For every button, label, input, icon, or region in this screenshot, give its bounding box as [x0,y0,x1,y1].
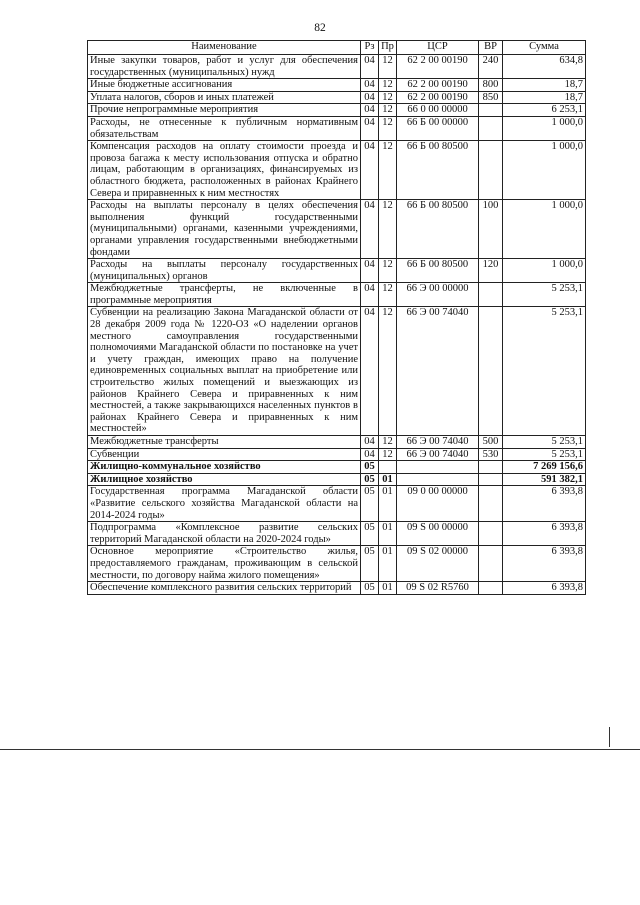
row-name: Компенсация расходов на оплату стоимости проезда и провоза багажа к месту использования отпуска и обратно лицам, работающим в организациях, финансируемых из областного бюджета, расположенных в районах Крайнего Севера и приравненных к ним местностях [88,141,361,200]
row-rz: 04 [361,91,379,104]
row-amount: 5 253,1 [503,307,586,436]
row-name: Межбюджетные трансферты, не включенные в программные мероприятия [88,283,361,307]
row-csr: 66 Э 00 00000 [397,283,479,307]
row-rz: 04 [361,259,379,283]
row-rz: 05 [361,522,379,546]
row-amount: 5 253,1 [503,436,586,449]
row-vr [479,104,503,117]
row-vr: 500 [479,436,503,449]
table-row [88,116,586,140]
row-vr [479,473,503,486]
table-row [88,546,586,582]
row-rz: 04 [361,436,379,449]
row-vr: 850 [479,91,503,104]
table-row [88,448,586,461]
table-row [88,461,586,474]
row-pr: 01 [379,582,397,595]
row-pr: 12 [379,104,397,117]
table-row [88,307,586,436]
row-pr: 12 [379,436,397,449]
row-name: Межбюджетные трансферты [88,436,361,449]
row-vr [479,522,503,546]
row-vr: 800 [479,79,503,92]
row-csr [397,461,479,474]
row-csr: 09 S 02 R5760 [397,582,479,595]
row-vr: 240 [479,55,503,79]
row-amount: 6 393,8 [503,486,586,522]
table-row [88,283,586,307]
row-name: Субвенции на реализацию Закона Магаданской области от 28 декабря 2009 года № 1220-ОЗ «О наделении органов местного самоуправления государственными полномочиями Магаданской области по постановке на учет и учету граждан, имеющих право на получение единовременных социальных выплат на приобретение или строительство жилых помещений и выезжающих из районов Крайнего Севера и приравненных к ним местностей, а также закрывающихся населенных пунктов в районах Крайнего Севера и приравненных к ним местностей» [88,307,361,436]
header-rz: Рз [361,41,379,55]
row-pr: 12 [379,307,397,436]
table-row [88,582,586,595]
row-amount: 5 253,1 [503,448,586,461]
row-csr: 66 Б 00 00000 [397,116,479,140]
row-csr [397,473,479,486]
table-row [88,79,586,92]
row-vr [479,546,503,582]
row-vr: 100 [479,200,503,259]
table-row [88,200,586,259]
row-csr: 66 Э 00 74040 [397,307,479,436]
row-amount: 1 000,0 [503,141,586,200]
footer-divider [0,749,640,750]
table-row [88,91,586,104]
row-amount: 5 253,1 [503,283,586,307]
row-name: Иные бюджетные ассигнования [88,79,361,92]
table-row [88,104,586,117]
row-vr [479,461,503,474]
row-amount: 634,8 [503,55,586,79]
table-row [88,473,586,486]
row-csr: 66 Б 00 80500 [397,259,479,283]
header-pr: Пр [379,41,397,55]
row-vr [479,116,503,140]
table-body [88,55,586,595]
row-rz: 04 [361,55,379,79]
row-amount: 7 269 156,6 [503,461,586,474]
row-rz: 05 [361,473,379,486]
row-vr: 120 [479,259,503,283]
budget-table [87,40,586,595]
row-vr [479,283,503,307]
row-csr: 62 2 00 00190 [397,91,479,104]
row-rz: 04 [361,200,379,259]
row-vr: 530 [479,448,503,461]
row-rz: 05 [361,582,379,595]
table-row [88,486,586,522]
row-amount: 1 000,0 [503,200,586,259]
row-amount: 18,7 [503,91,586,104]
row-name: Государственная программа Магаданской области «Развитие сельского хозяйства Магаданской области на 2014-2024 годы» [88,486,361,522]
row-rz: 05 [361,461,379,474]
row-amount: 6 393,8 [503,522,586,546]
table-row [88,55,586,79]
row-name: Обеспечение комплексного развития сельских территорий [88,582,361,595]
row-vr [479,582,503,595]
row-pr: 01 [379,486,397,522]
row-amount: 591 382,1 [503,473,586,486]
header-vr: ВР [479,41,503,55]
row-rz: 04 [361,104,379,117]
row-pr: 12 [379,448,397,461]
row-rz: 04 [361,116,379,140]
row-pr: 12 [379,79,397,92]
row-name: Расходы на выплаты персоналу в целях обеспечения выполнения функций государственными (муниципальными) органами, казенными учреждениями, органами управления государственными внебюджетными фондами [88,200,361,259]
row-vr [479,307,503,436]
row-csr: 62 2 00 00190 [397,55,479,79]
row-csr: 09 0 00 00000 [397,486,479,522]
row-pr [379,461,397,474]
row-pr: 12 [379,141,397,200]
row-name: Субвенции [88,448,361,461]
row-csr: 66 0 00 00000 [397,104,479,117]
header-csr: ЦСР [397,41,479,55]
row-vr [479,486,503,522]
row-pr: 12 [379,55,397,79]
row-csr: 62 2 00 00190 [397,79,479,92]
row-name: Жилищное хозяйство [88,473,361,486]
table-row [88,522,586,546]
header-amount: Сумма [503,41,586,55]
row-amount: 1 000,0 [503,116,586,140]
table-row [88,436,586,449]
row-name: Расходы на выплаты персоналу государственных (муниципальных) органов [88,259,361,283]
row-name: Уплата налогов, сборов и иных платежей [88,91,361,104]
row-rz: 04 [361,448,379,461]
row-name: Подпрограмма «Комплексное развитие сельских территорий Магаданской области на 2020-2024 годы» [88,522,361,546]
row-name: Расходы, не отнесенные к публичным нормативным обязательствам [88,116,361,140]
row-rz: 04 [361,283,379,307]
row-amount: 1 000,0 [503,259,586,283]
row-rz: 05 [361,486,379,522]
header-name: Наименование [88,41,361,55]
row-name: Прочие непрограммные мероприятия [88,104,361,117]
row-csr: 66 Б 00 80500 [397,200,479,259]
table-row [88,141,586,200]
row-pr: 01 [379,546,397,582]
row-pr: 01 [379,522,397,546]
row-amount: 18,7 [503,79,586,92]
row-name: Жилищно-коммунальное хозяйство [88,461,361,474]
row-csr: 66 Э 00 74040 [397,436,479,449]
row-pr: 01 [379,473,397,486]
row-amount: 6 253,1 [503,104,586,117]
row-csr: 66 Б 00 80500 [397,141,479,200]
row-rz: 04 [361,307,379,436]
row-name: Иные закупки товаров, работ и услуг для обеспечения государственных (муниципальных) нужд [88,55,361,79]
row-amount: 6 393,8 [503,582,586,595]
row-csr: 09 S 00 00000 [397,522,479,546]
row-csr: 66 Э 00 74040 [397,448,479,461]
row-vr [479,141,503,200]
row-pr: 12 [379,259,397,283]
row-pr: 12 [379,116,397,140]
row-pr: 12 [379,200,397,259]
row-amount: 6 393,8 [503,546,586,582]
margin-mark [609,727,610,747]
page-number: 82 [314,22,326,34]
row-name: Основное мероприятие «Строительство жилья, предоставляемого гражданам, проживающим в сельской местности, по договору найма жилого помещения» [88,546,361,582]
row-rz: 05 [361,546,379,582]
row-csr: 09 S 02 00000 [397,546,479,582]
row-rz: 04 [361,141,379,200]
row-pr: 12 [379,91,397,104]
row-rz: 04 [361,79,379,92]
table-header-row [88,41,586,55]
table-row [88,259,586,283]
row-pr: 12 [379,283,397,307]
